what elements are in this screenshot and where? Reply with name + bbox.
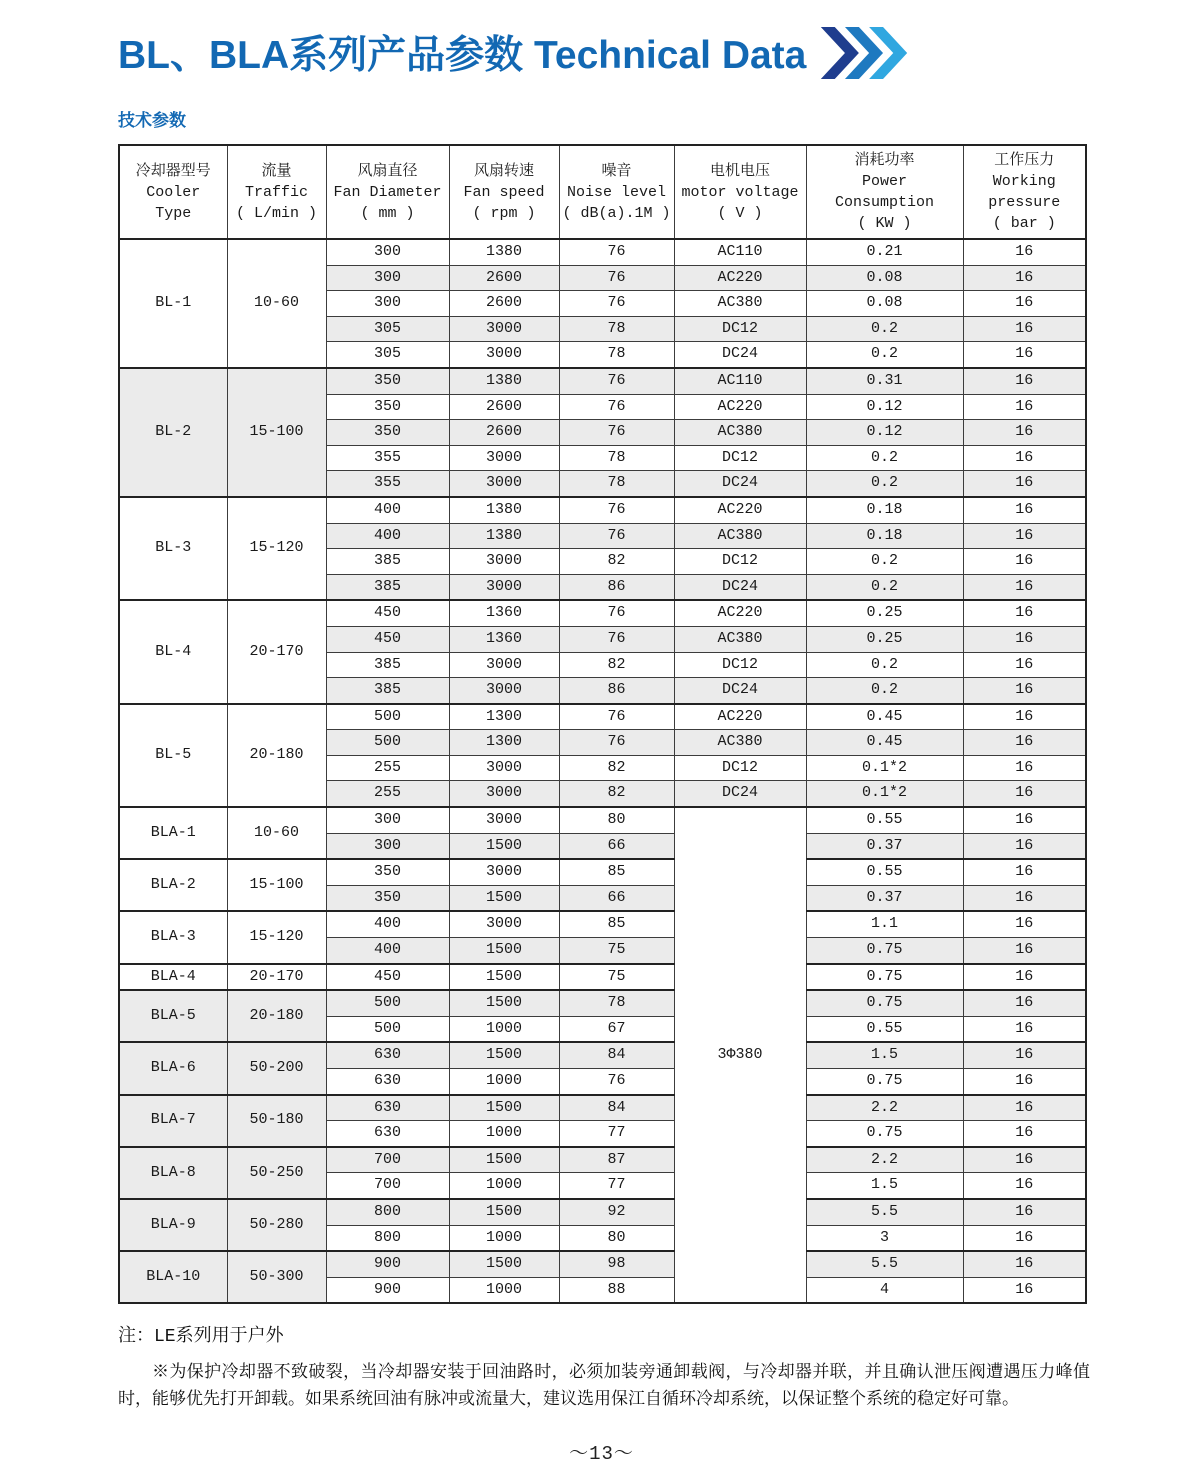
fan-diameter-cell: 630 [326,1121,449,1147]
table-body [119,239,1086,1303]
power-consumption-cell: 0.55 [806,859,963,885]
fan-diameter-cell: 305 [326,316,449,342]
model-cell: BLA-6 [119,1042,227,1094]
fan-speed-cell: 3000 [449,549,559,575]
power-consumption-cell: 0.2 [806,445,963,471]
noise-level-cell: 78 [559,471,674,497]
working-pressure-cell: 16 [963,1147,1086,1173]
power-consumption-cell: 0.18 [806,497,963,523]
motor-voltage-merged-cell: 3Φ380 [674,807,806,1303]
traffic-cell: 15-100 [227,859,326,911]
working-pressure-cell: 16 [963,781,1086,807]
table-header-row [119,145,1086,239]
motor-voltage-cell: AC380 [674,523,806,549]
table-header-cell-6: 消耗功率 Power Consumption ( KW ) [806,145,963,239]
noise-level-cell: 76 [559,600,674,626]
model-cell: BL-1 [119,239,227,368]
working-pressure-cell: 16 [963,1016,1086,1042]
power-consumption-cell: 0.75 [806,938,963,964]
working-pressure-cell: 16 [963,420,1086,446]
noise-level-cell: 76 [559,730,674,756]
power-consumption-cell: 0.1*2 [806,755,963,781]
fan-speed-cell: 1500 [449,964,559,991]
power-consumption-cell: 0.12 [806,420,963,446]
fan-speed-cell: 3000 [449,574,559,600]
noise-level-cell: 76 [559,394,674,420]
power-consumption-cell: 1.5 [806,1042,963,1068]
motor-voltage-cell: AC380 [674,291,806,317]
fan-diameter-cell: 350 [326,885,449,911]
fan-diameter-cell: 300 [326,239,449,265]
fan-diameter-cell: 300 [326,833,449,859]
table-row [119,1199,1086,1225]
fan-speed-cell: 1500 [449,1199,559,1225]
power-consumption-cell: 0.2 [806,678,963,704]
fan-diameter-cell: 300 [326,291,449,317]
working-pressure-cell: 16 [963,239,1086,265]
table-row [119,807,1086,833]
noise-level-cell: 76 [559,420,674,446]
model-cell: BLA-2 [119,859,227,911]
noise-level-cell: 82 [559,652,674,678]
power-consumption-cell: 0.75 [806,1069,963,1095]
noise-level-cell: 76 [559,291,674,317]
table-row [119,1095,1086,1121]
working-pressure-cell: 16 [963,807,1086,833]
working-pressure-cell: 16 [963,523,1086,549]
motor-voltage-cell: AC110 [674,239,806,265]
power-consumption-cell: 0.45 [806,730,963,756]
power-consumption-cell: 0.08 [806,291,963,317]
fan-speed-cell: 3000 [449,471,559,497]
fan-speed-cell: 1500 [449,938,559,964]
fan-diameter-cell: 385 [326,652,449,678]
fan-diameter-cell: 500 [326,730,449,756]
fan-speed-cell: 3000 [449,807,559,833]
traffic-cell: 20-170 [227,964,326,991]
model-cell: BLA-9 [119,1199,227,1251]
fan-diameter-cell: 300 [326,265,449,291]
noise-level-cell: 77 [559,1173,674,1199]
working-pressure-cell: 16 [963,990,1086,1016]
fan-speed-cell: 1500 [449,1095,559,1121]
motor-voltage-cell: AC220 [674,394,806,420]
fan-speed-cell: 1380 [449,497,559,523]
motor-voltage-cell: DC24 [674,342,806,368]
model-cell: BLA-1 [119,807,227,859]
fan-speed-cell: 2600 [449,394,559,420]
power-consumption-cell: 0.08 [806,265,963,291]
motor-voltage-cell: DC12 [674,316,806,342]
fan-diameter-cell: 350 [326,859,449,885]
fan-diameter-cell: 800 [326,1225,449,1251]
working-pressure-cell: 16 [963,885,1086,911]
working-pressure-cell: 16 [963,368,1086,394]
fan-speed-cell: 2600 [449,291,559,317]
working-pressure-cell: 16 [963,1225,1086,1251]
technical-data-table [118,144,1087,1304]
working-pressure-cell: 16 [963,755,1086,781]
fan-speed-cell: 1500 [449,833,559,859]
power-consumption-cell: 0.21 [806,239,963,265]
noise-level-cell: 76 [559,704,674,730]
fan-diameter-cell: 385 [326,678,449,704]
noise-level-cell: 82 [559,781,674,807]
fan-diameter-cell: 450 [326,626,449,652]
noise-level-cell: 76 [559,497,674,523]
fan-diameter-cell: 900 [326,1251,449,1277]
fan-speed-cell: 3000 [449,652,559,678]
fan-speed-cell: 3000 [449,859,559,885]
fan-speed-cell: 1500 [449,885,559,911]
fan-diameter-cell: 255 [326,755,449,781]
working-pressure-cell: 16 [963,574,1086,600]
noise-level-cell: 88 [559,1277,674,1303]
power-consumption-cell: 0.2 [806,574,963,600]
fan-diameter-cell: 900 [326,1277,449,1303]
noise-level-cell: 75 [559,938,674,964]
model-cell: BL-4 [119,600,227,703]
fan-speed-cell: 1500 [449,1251,559,1277]
note-le-series: 注：LE系列用于户外 [118,1327,284,1348]
fan-diameter-cell: 400 [326,911,449,937]
working-pressure-cell: 16 [963,964,1086,991]
noise-level-cell: 76 [559,626,674,652]
table-row [119,497,1086,523]
power-consumption-cell: 0.37 [806,833,963,859]
fan-speed-cell: 3000 [449,445,559,471]
fan-speed-cell: 3000 [449,342,559,368]
working-pressure-cell: 16 [963,265,1086,291]
traffic-cell: 50-200 [227,1042,326,1094]
table-row [119,990,1086,1016]
fan-diameter-cell: 630 [326,1069,449,1095]
working-pressure-cell: 16 [963,833,1086,859]
fan-speed-cell: 3000 [449,755,559,781]
working-pressure-cell: 16 [963,1251,1086,1277]
fan-speed-cell: 1000 [449,1069,559,1095]
traffic-cell: 10-60 [227,807,326,859]
noise-level-cell: 66 [559,885,674,911]
fan-diameter-cell: 450 [326,600,449,626]
fan-diameter-cell: 500 [326,1016,449,1042]
noise-level-cell: 84 [559,1095,674,1121]
noise-level-cell: 84 [559,1042,674,1068]
power-consumption-cell: 1.5 [806,1173,963,1199]
table-header-cell-0: 冷却器型号 Cooler Type [119,145,227,239]
traffic-cell: 50-180 [227,1095,326,1147]
fan-speed-cell: 1000 [449,1173,559,1199]
fan-speed-cell: 1300 [449,730,559,756]
fan-diameter-cell: 350 [326,368,449,394]
table-header-cell-5: 电机电压 motor voltage ( V ) [674,145,806,239]
model-cell: BLA-3 [119,911,227,963]
noise-level-cell: 80 [559,1225,674,1251]
working-pressure-cell: 16 [963,938,1086,964]
noise-level-cell: 85 [559,859,674,885]
working-pressure-cell: 16 [963,471,1086,497]
power-consumption-cell: 4 [806,1277,963,1303]
fan-speed-cell: 1000 [449,1121,559,1147]
fan-diameter-cell: 350 [326,394,449,420]
traffic-cell: 15-120 [227,911,326,963]
motor-voltage-cell: AC110 [674,368,806,394]
power-consumption-cell: 0.2 [806,471,963,497]
fan-speed-cell: 1360 [449,600,559,626]
fan-diameter-cell: 450 [326,964,449,991]
motor-voltage-cell: AC380 [674,420,806,446]
power-consumption-cell: 0.12 [806,394,963,420]
motor-voltage-cell: AC220 [674,497,806,523]
fan-speed-cell: 1360 [449,626,559,652]
working-pressure-cell: 16 [963,1173,1086,1199]
power-consumption-cell: 1.1 [806,911,963,937]
working-pressure-cell: 16 [963,316,1086,342]
power-consumption-cell: 0.75 [806,990,963,1016]
model-cell: BLA-7 [119,1095,227,1147]
motor-voltage-cell: AC220 [674,265,806,291]
fan-diameter-cell: 800 [326,1199,449,1225]
fan-diameter-cell: 700 [326,1173,449,1199]
noise-level-cell: 82 [559,755,674,781]
traffic-cell: 15-120 [227,497,326,600]
power-consumption-cell: 0.45 [806,704,963,730]
fan-speed-cell: 1500 [449,1147,559,1173]
fan-speed-cell: 3000 [449,781,559,807]
noise-level-cell: 85 [559,911,674,937]
working-pressure-cell: 16 [963,342,1086,368]
fan-diameter-cell: 500 [326,990,449,1016]
working-pressure-cell: 16 [963,1121,1086,1147]
note-warning: ※为保护冷却器不致破裂，当冷却器安装于回油路时，必须加装旁通卸载阀，与冷却器并联，并且确认泄压阀遭遇压力峰值时，能够优先打开卸载。如果系统回油有脉冲或流量大，建议选用保江自循环冷却系统，以保证整个系统的稳定好可靠。 [118,1364,1090,1411]
working-pressure-cell: 16 [963,730,1086,756]
noise-level-cell: 92 [559,1199,674,1225]
fan-diameter-cell: 400 [326,938,449,964]
motor-voltage-cell: DC24 [674,471,806,497]
traffic-cell: 20-170 [227,600,326,703]
working-pressure-cell: 16 [963,600,1086,626]
fan-diameter-cell: 700 [326,1147,449,1173]
power-consumption-cell: 0.75 [806,964,963,991]
model-cell: BL-5 [119,704,227,807]
noise-level-cell: 87 [559,1147,674,1173]
title-row [118,26,1086,78]
power-consumption-cell: 0.2 [806,549,963,575]
fan-diameter-cell: 385 [326,549,449,575]
traffic-cell: 50-250 [227,1147,326,1199]
power-consumption-cell: 3 [806,1225,963,1251]
power-consumption-cell: 5.5 [806,1199,963,1225]
working-pressure-cell: 16 [963,445,1086,471]
fan-speed-cell: 1000 [449,1277,559,1303]
fan-speed-cell: 1380 [449,368,559,394]
working-pressure-cell: 16 [963,1069,1086,1095]
fan-speed-cell: 3000 [449,678,559,704]
fan-speed-cell: 1500 [449,990,559,1016]
table-row [119,1251,1086,1277]
traffic-cell: 50-280 [227,1199,326,1251]
power-consumption-cell: 0.31 [806,368,963,394]
model-cell: BLA-5 [119,990,227,1042]
power-consumption-cell: 0.25 [806,600,963,626]
motor-voltage-cell: DC12 [674,445,806,471]
fan-speed-cell: 1000 [449,1225,559,1251]
power-consumption-cell: 0.75 [806,1121,963,1147]
fan-speed-cell: 1380 [449,523,559,549]
motor-voltage-cell: AC220 [674,600,806,626]
noise-level-cell: 67 [559,1016,674,1042]
noise-level-cell: 78 [559,342,674,368]
table-row [119,1042,1086,1068]
fan-diameter-cell: 400 [326,523,449,549]
page-number: ～13～ [569,1443,634,1465]
noise-level-cell: 76 [559,523,674,549]
working-pressure-cell: 16 [963,497,1086,523]
working-pressure-cell: 16 [963,678,1086,704]
noise-level-cell: 76 [559,1069,674,1095]
motor-voltage-cell: AC220 [674,704,806,730]
motor-voltage-cell: DC24 [674,781,806,807]
noise-level-cell: 78 [559,316,674,342]
table-row [119,239,1086,265]
table-header-cell-3: 风扇转速 Fan speed ( rpm ) [449,145,559,239]
noise-level-cell: 98 [559,1251,674,1277]
power-consumption-cell: 5.5 [806,1251,963,1277]
model-cell: BLA-10 [119,1251,227,1303]
traffic-cell: 10-60 [227,239,326,368]
fan-diameter-cell: 500 [326,704,449,730]
power-consumption-cell: 0.18 [806,523,963,549]
fan-diameter-cell: 385 [326,574,449,600]
model-cell: BL-2 [119,368,227,497]
working-pressure-cell: 16 [963,1095,1086,1121]
power-consumption-cell: 2.2 [806,1095,963,1121]
table-header-cell-4: 噪音 Noise level ( dB(a).1M ) [559,145,674,239]
table-row [119,911,1086,937]
power-consumption-cell: 0.55 [806,1016,963,1042]
noise-level-cell: 86 [559,574,674,600]
fan-speed-cell: 1300 [449,704,559,730]
working-pressure-cell: 16 [963,652,1086,678]
fan-diameter-cell: 355 [326,471,449,497]
noise-level-cell: 76 [559,265,674,291]
noise-level-cell: 86 [559,678,674,704]
fan-diameter-cell: 355 [326,445,449,471]
triple-chevron-right-icon [820,27,908,79]
noise-level-cell: 76 [559,368,674,394]
fan-diameter-cell: 255 [326,781,449,807]
working-pressure-cell: 16 [963,1042,1086,1068]
motor-voltage-cell: DC12 [674,652,806,678]
model-cell: BLA-4 [119,964,227,991]
working-pressure-cell: 16 [963,859,1086,885]
power-consumption-cell: 0.25 [806,626,963,652]
table-header-cell-1: 流量 Traffic ( L/min ) [227,145,326,239]
noise-level-cell: 76 [559,239,674,265]
power-consumption-cell: 0.2 [806,316,963,342]
noise-level-cell: 66 [559,833,674,859]
fan-diameter-cell: 630 [326,1042,449,1068]
working-pressure-cell: 16 [963,1277,1086,1303]
table-row [119,600,1086,626]
fan-diameter-cell: 300 [326,807,449,833]
noise-level-cell: 82 [559,549,674,575]
fan-speed-cell: 2600 [449,420,559,446]
motor-voltage-cell: AC380 [674,730,806,756]
fan-diameter-cell: 630 [326,1095,449,1121]
noise-level-cell: 78 [559,990,674,1016]
model-cell: BLA-8 [119,1147,227,1199]
table-row [119,368,1086,394]
table-row [119,964,1086,991]
motor-voltage-cell: DC12 [674,755,806,781]
power-consumption-cell: 0.2 [806,652,963,678]
traffic-cell: 15-100 [227,368,326,497]
fan-diameter-cell: 350 [326,420,449,446]
table-header-cell-7: 工作压力 Working pressure ( bar ) [963,145,1086,239]
fan-speed-cell: 1000 [449,1016,559,1042]
model-cell: BL-3 [119,497,227,600]
table-header-cell-2: 风扇直径 Fan Diameter ( mm ) [326,145,449,239]
power-consumption-cell: 2.2 [806,1147,963,1173]
table-row [119,859,1086,885]
working-pressure-cell: 16 [963,394,1086,420]
motor-voltage-cell: DC24 [674,678,806,704]
traffic-cell: 20-180 [227,704,326,807]
motor-voltage-cell: DC24 [674,574,806,600]
working-pressure-cell: 16 [963,626,1086,652]
fan-speed-cell: 2600 [449,265,559,291]
page-title: BL、BLA系列产品参数 Technical Data [118,34,807,77]
traffic-cell: 50-300 [227,1251,326,1303]
working-pressure-cell: 16 [963,291,1086,317]
motor-voltage-cell: AC380 [674,626,806,652]
table-row [119,1147,1086,1173]
fan-speed-cell: 1380 [449,239,559,265]
working-pressure-cell: 16 [963,1199,1086,1225]
power-consumption-cell: 0.2 [806,342,963,368]
noise-level-cell: 78 [559,445,674,471]
fan-diameter-cell: 400 [326,497,449,523]
traffic-cell: 20-180 [227,990,326,1042]
table-row [119,704,1086,730]
fan-diameter-cell: 305 [326,342,449,368]
fan-speed-cell: 3000 [449,911,559,937]
power-consumption-cell: 0.1*2 [806,781,963,807]
working-pressure-cell: 16 [963,911,1086,937]
working-pressure-cell: 16 [963,704,1086,730]
power-consumption-cell: 0.37 [806,885,963,911]
power-consumption-cell: 0.55 [806,807,963,833]
noise-level-cell: 80 [559,807,674,833]
motor-voltage-cell: DC12 [674,549,806,575]
fan-speed-cell: 1500 [449,1042,559,1068]
fan-speed-cell: 3000 [449,316,559,342]
working-pressure-cell: 16 [963,549,1086,575]
noise-level-cell: 75 [559,964,674,991]
noise-level-cell: 77 [559,1121,674,1147]
section-subtitle: 技术参数 [118,111,186,130]
